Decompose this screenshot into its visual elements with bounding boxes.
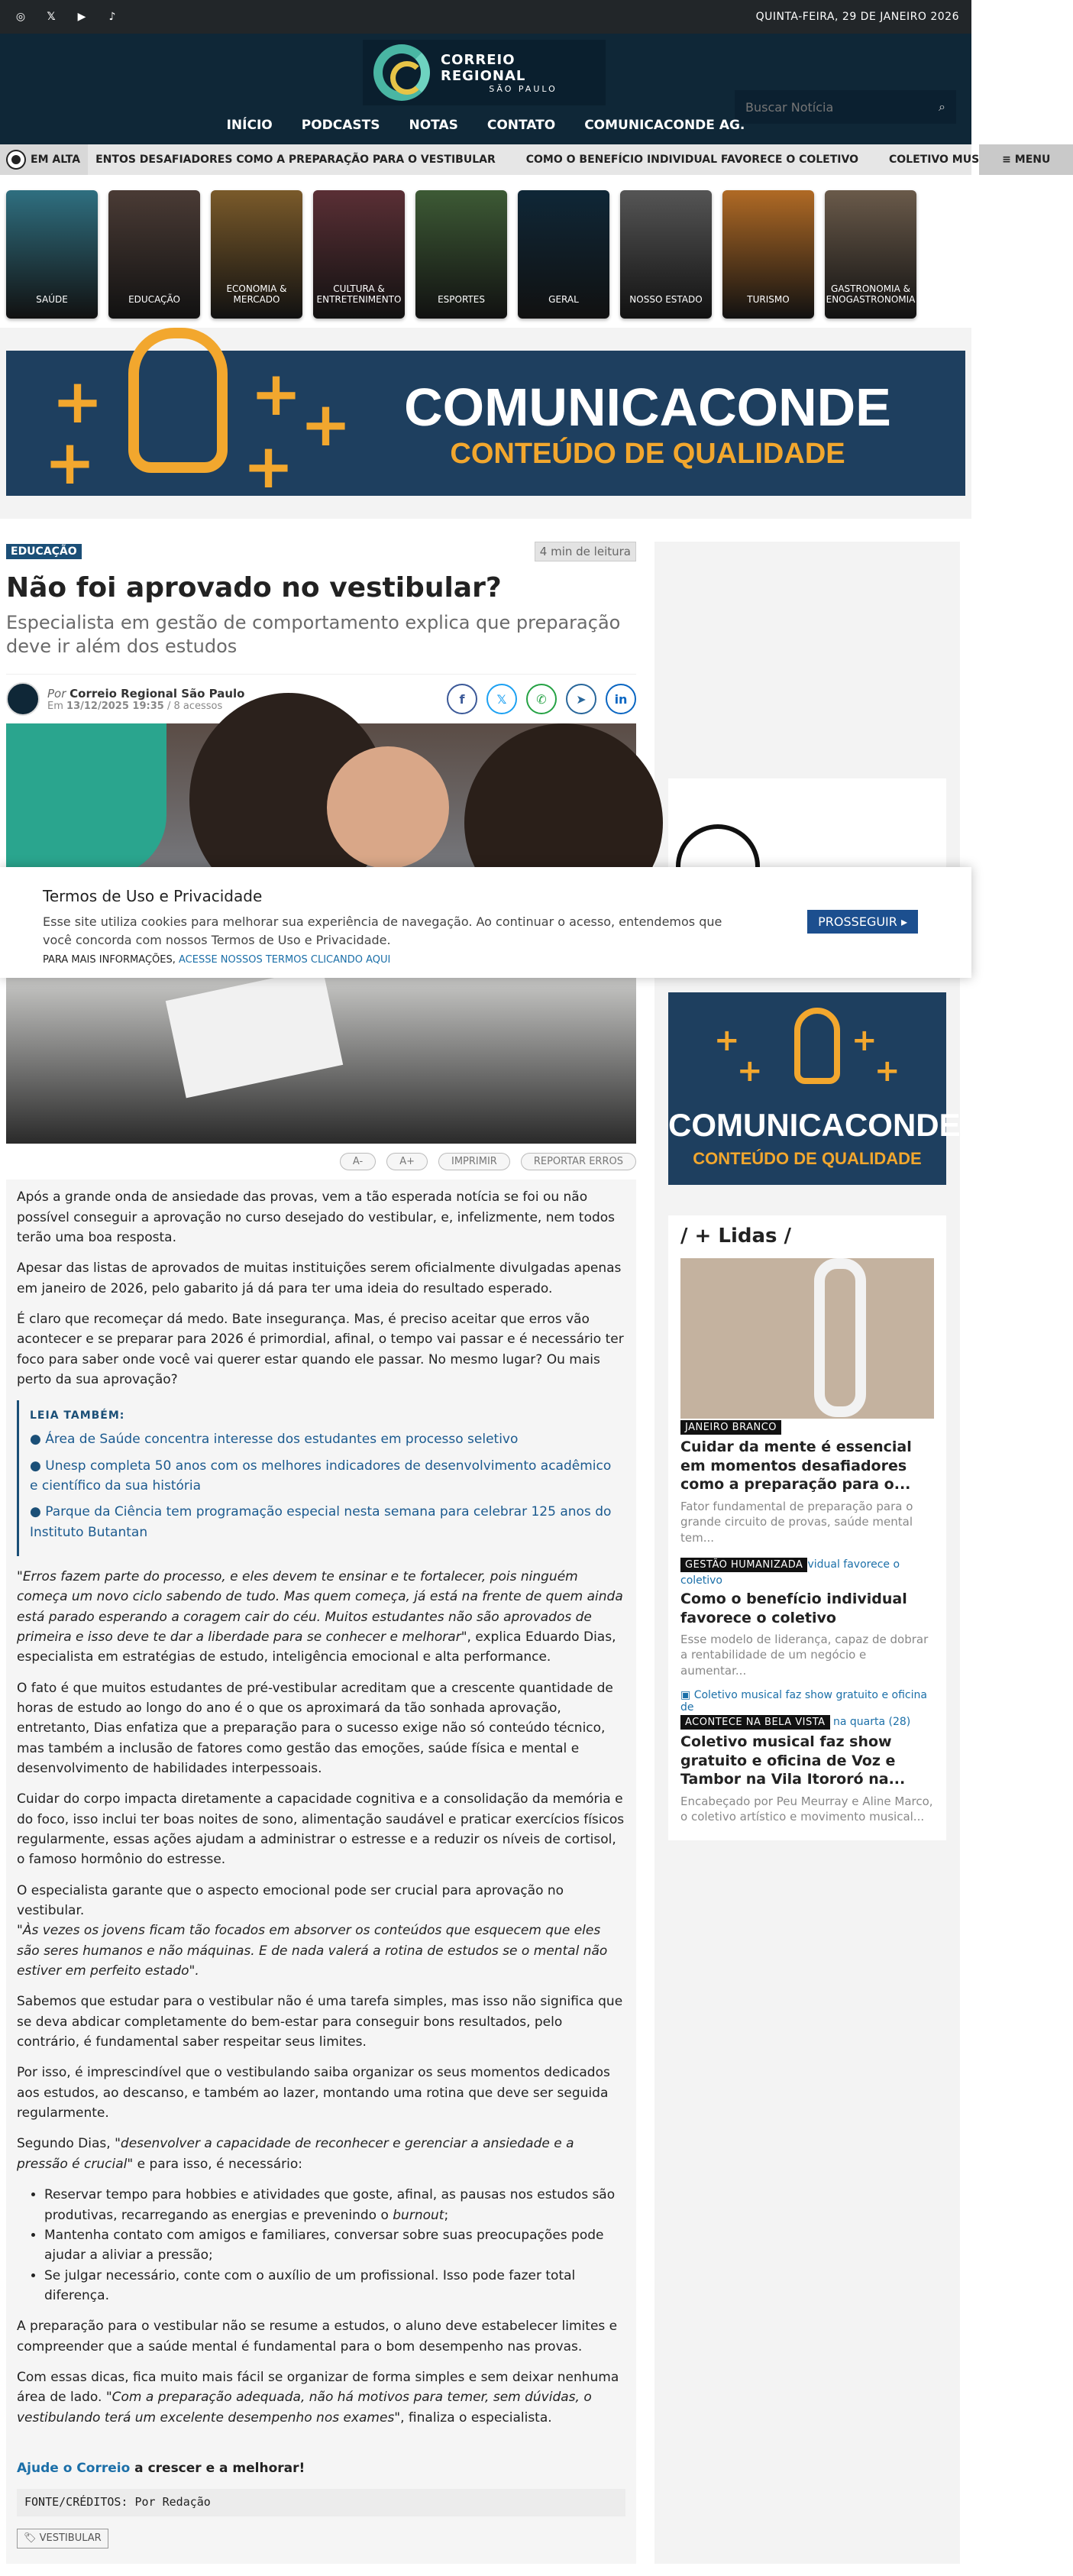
nav-comunicaconde[interactable]: COMUNICACONDE AG.: [584, 118, 745, 133]
plus-icon: +: [300, 389, 352, 460]
plus-icon: +: [243, 431, 295, 502]
article-title: Não foi aprovado no vestibular?: [6, 572, 502, 604]
item-desc: Encabeçado por Peu Meurray e Aline Marco, o coletivo artístico e movimento musical...: [680, 1794, 933, 1824]
logo-line-1: CORREIO REGIONAL: [440, 51, 526, 84]
related-links: [17, 1400, 625, 1555]
share-buttons: [447, 684, 636, 714]
category-card[interactable]: [108, 190, 200, 319]
sidebar-ad-comunicaconde[interactable]: [668, 992, 961, 1185]
banner-subtitle: CONTEÚDO DE QUALIDADE: [450, 437, 845, 470]
paragraph: O fato é que muitos estudantes de pré-vestibular acreditam que a crescente quantidade de horas de estudo ao longo do ano é o que os aproximará da tão sonhada aprovação, entretanto, Dias enfatiza que a preparação para o sucesso exige não só conteúdo técnico, mas também a inclusão de fatores como gestão das emoções, saúde física e mental e desenvolvimento de habilidades interpessoais.: [17, 1680, 613, 1776]
text: burnout: [393, 2207, 444, 2223]
category-card[interactable]: [211, 190, 302, 319]
publish-date: 13/12/2025 19:35: [66, 700, 164, 712]
site-header: [0, 34, 971, 144]
ticker-item[interactable]: COLETIVO MUS: [889, 154, 980, 166]
plus-icon: +: [250, 358, 302, 429]
quote: "Com a preparação adequada, não há motivos para temer, sem dúvidas, o vestibulando terá um excelente desempenho nos exames": [17, 2390, 592, 2426]
broken-image-alt: vidual favorece o coletivo: [680, 1558, 900, 1587]
category-label: CULTURA & ENTRETENIMENTO: [316, 283, 402, 305]
quote: "Às vezes os jovens ficam tão focados em absorver os conteúdos que esquecem que eles são seres humanos e não máquinas. E de nada valerá a rotina de estudos se o mental não estiver em perfeito estado".: [17, 1923, 608, 1979]
terms-link[interactable]: ACESSE NOSSOS TERMOS CLICANDO AQUI: [178, 954, 391, 966]
category-card[interactable]: [722, 190, 814, 319]
proceed-button[interactable]: PROSSEGUIR ▸: [807, 910, 918, 934]
cookie-more: [43, 954, 929, 966]
sidebar: [654, 542, 960, 2564]
item-title: Cuidar da mente é essencial em momentos desafiadores como a preparação para o...: [680, 1438, 912, 1493]
print-button[interactable]: IMPRIMIR: [438, 1153, 510, 1170]
trending-label: [0, 144, 88, 175]
paragraph: Cuidar do corpo impacta diretamente a capacidade cognitiva e a consolidação da memória e do foco, isso inclui ter boas noites de sono, alimentação saudável e praticar exercícios físicos regularmente, essas ações ajudam a administrar o estresse e a reduzir os níveis de cortisol, o famoso hormônio do estresse.: [17, 1791, 625, 1868]
text: a crescer e a melhorar!: [130, 2460, 305, 2476]
category-label: EDUCAÇÃO: [128, 294, 180, 305]
search-input[interactable]: [745, 100, 939, 115]
font-increase-button[interactable]: A+: [386, 1153, 428, 1170]
date-prefix: Em: [47, 700, 63, 712]
tiktok-icon[interactable]: ♪: [108, 11, 116, 23]
record-icon: [8, 151, 24, 168]
category-card[interactable]: [415, 190, 507, 319]
text: Reservar tempo para hobbies e atividades que goste, afinal, as pausas nos estudos são produtivas, recarregando as energias e prevenindo o: [44, 2187, 616, 2223]
related-link[interactable]: ● Unesp completa 50 anos com os melhores indicadores de desenvolvimento acadêmico e científico da sua história: [30, 1456, 615, 1497]
banner-area: [0, 328, 971, 519]
plus-icon: +: [852, 1023, 877, 1058]
category-carousel: [0, 175, 971, 328]
most-read-item[interactable]: [680, 1258, 934, 1545]
trending-ticker: [0, 144, 1051, 175]
paragraph: Apesar das listas de aprovados de muitas instituições serem oficialmente divulgadas apenas em janeiro de 2026, pelo gabarito já dá para ter uma ideia do resultado esperado.: [17, 1260, 622, 1296]
paragraph: [17, 1881, 625, 1982]
broken-image-alt: ▣ Coletivo musical faz show gratuito e oficina de: [680, 1688, 927, 1714]
quote-attribution: , explica Eduardo Dias, especialista em estratégias de estudo, inteligência emocional e alta performance.: [17, 1629, 616, 1665]
category-tag[interactable]: EDUCAÇÃO: [6, 544, 82, 559]
paragraph: É claro que recomeçar dá medo. Bate insegurança. Mas, é preciso aceitar que erros vão acontecer e se preparar para 2026 é primordial, afinal, o tempo vai passar e é necessário ter foco para saber onde você vai querer estar quando ele passar. No mesmo lugar? Ou mais perto da sua aprovação?: [17, 1312, 624, 1388]
category-label: GERAL: [548, 294, 579, 305]
ad-title: COMUNICACONDE: [668, 1107, 961, 1143]
most-read: [668, 1215, 946, 1840]
item-tag: GESTÃO HUMANIZADA: [680, 1558, 807, 1572]
comunicaconde-banner[interactable]: [6, 351, 965, 502]
nav-podcasts[interactable]: PODCASTS: [301, 118, 380, 133]
category-card[interactable]: [518, 190, 609, 319]
category-card[interactable]: [6, 190, 98, 319]
tips-list: [17, 2185, 625, 2306]
plus-icon: +: [737, 1053, 763, 1089]
read-time: 4 min de leitura: [535, 542, 636, 561]
paragraph: Após a grande onda de ansiedade das provas, vem a tão esperada notícia se foi ou não possível conseguir a aprovação no curso desejado do vestibular, e, infelizmente, nem todos terão uma boa resposta.: [17, 1189, 616, 1246]
category-label: SAÚDE: [36, 294, 68, 305]
x-share-icon[interactable]: 𝕏: [486, 684, 517, 714]
social-links: [12, 8, 121, 25]
linkedin-share-icon[interactable]: in: [606, 684, 636, 714]
youtube-icon[interactable]: ▶: [77, 11, 86, 23]
telegram-share-icon[interactable]: ➤: [566, 684, 596, 714]
current-date: QUINTA-FEIRA, 29 DE JANEIRO 2026: [755, 11, 959, 23]
nav-contato[interactable]: CONTATO: [486, 118, 556, 133]
site-logo[interactable]: [363, 40, 606, 105]
cookie-banner: [0, 867, 971, 978]
trending-label-text: EM ALTA: [31, 154, 81, 166]
category-card[interactable]: [313, 190, 405, 319]
category-label: ESPORTES: [438, 294, 485, 305]
tag-chip[interactable]: 🏷 VESTIBULAR: [17, 2529, 108, 2548]
top-bar: [0, 0, 971, 34]
view-count: / 8 acessos: [166, 700, 223, 712]
related-link[interactable]: ● Parque da Ciência tem programação especial nesta semana para celebrar 125 anos do Instituto Butantan: [30, 1502, 615, 1542]
quote: "Erros fazem parte do processo, e eles devem te ensinar e te fortalecer, pois ninguém começa um novo ciclo sabendo de tudo. Mas quem começa, já está na frente de quem ainda está parado esperando a coragem cair do céu. Muitos estudantes não são aprovados de primeira e isso deve te dar a liberdade para se conhecer e melhorar": [17, 1568, 623, 1645]
avatar: [6, 682, 40, 716]
category-label: GASTRONOMIA & ENOGASTRONOMIA: [826, 283, 916, 305]
cookie-text: Esse site utiliza cookies para melhorar sua experiência de navegação. Ao continuar o acesso, entendemos que você concorda com nossos Termos de Uso e Privacidade.: [43, 914, 722, 947]
category-card[interactable]: [620, 190, 712, 319]
content-area: [0, 519, 971, 2564]
article-body: [6, 1180, 636, 2563]
plus-icon: +: [874, 1053, 900, 1089]
plus-icon: +: [44, 427, 96, 498]
text: " e para isso, é necessário:: [127, 2156, 302, 2172]
ticker-items: [88, 154, 979, 166]
report-error-button[interactable]: REPORTAR ERROS: [521, 1153, 636, 1170]
logo-mark: [373, 44, 430, 101]
list-item: • Reservar tempo para hobbies e atividades que goste, afinal, as pausas nos estudos são produtivas, recarregando as energias e prevenindo o burnout;: [44, 2185, 625, 2225]
plus-icon: +: [714, 1023, 740, 1058]
author-name[interactable]: Correio Regional São Paulo: [69, 686, 245, 701]
list-item: • Mantenha contato com amigos e familiares, conversar sobre suas preocupações pode ajudar a aliviar a pressão;: [44, 2225, 625, 2266]
item-tag: JANEIRO BRANCO: [680, 1420, 781, 1435]
cookie-title: Termos de Uso e Privacidade: [43, 887, 263, 905]
category-label: ECONOMIA & MERCADO: [226, 283, 287, 305]
article-subtitle: Especialista em gestão de comportamento explica que preparação deve ir além dos estudos: [6, 612, 621, 658]
text: Segundo Dias, ": [17, 2136, 121, 2152]
x-icon[interactable]: 𝕏: [47, 11, 56, 23]
category-label: NOSSO ESTADO: [629, 294, 703, 305]
text: PARA MAIS INFORMAÇÕES,: [43, 954, 179, 966]
instagram-icon[interactable]: ◎: [15, 11, 26, 23]
list-item: • Se julgar necessário, conte com o auxílio de um profissional. Isso pode fazer total diferença.: [44, 2266, 625, 2306]
logo-line-2: SÃO PAULO: [489, 83, 558, 94]
category-label: TURISMO: [747, 294, 790, 305]
text: O especialista garante que o aspecto emocional pode ser crucial para aprovação no vestibular.: [17, 1882, 564, 1919]
image-alt-text: Coletivo musical faz show gratuito e oficina de: [680, 1688, 927, 1714]
quote: desenvolver a capacidade de reconhecer e gerenciar a ansiedade e a pressão é crucial: [17, 2136, 574, 2172]
item-title: Coletivo musical faz show gratuito e oficina de Voz e Tambor na Vila Itororó na...: [680, 1733, 906, 1788]
article: [6, 542, 636, 2564]
image-alt-text: na quarta (28): [829, 1715, 911, 1728]
main-nav: [0, 118, 971, 133]
support-cta: [17, 2458, 625, 2478]
most-read-item[interactable]: [680, 1689, 934, 1825]
most-read-item[interactable]: [680, 1556, 934, 1678]
nav-inicio[interactable]: INÍCIO: [226, 118, 273, 133]
related-title: LEIA TAMBÉM:: [30, 1409, 125, 1422]
ribbon-image: [680, 1258, 934, 1419]
banner-title: COMUNICACONDE: [404, 377, 891, 437]
by-prefix: Por: [47, 686, 66, 701]
whatsapp-share-icon[interactable]: ✆: [526, 684, 557, 714]
paragraph: Por isso, é imprescindível que o vestibulando saiba organizar os seus momentos dedicados aos estudos, ao descanso, e também ao lazer, montando uma rotina que deve ser seguida regularmente.: [17, 2065, 610, 2121]
paragraph: [17, 2134, 625, 2174]
paragraph: Sabemos que estudar para o vestibular não é uma tarefa simples, mas isso não significa que se deva abdicar completamente do bem-estar para conseguir bons resultados, pelo contrário, é fundamental saber respeitar seus limites.: [17, 1994, 623, 2050]
most-read-title: / + Lidas /: [680, 1225, 792, 1248]
credits: FONTE/CRÉDITOS: Por Redação: [17, 2489, 625, 2516]
search-icon[interactable]: ⌕: [939, 99, 945, 114]
font-decrease-button[interactable]: A-: [340, 1153, 376, 1170]
lightbulb-icon: [128, 328, 228, 473]
ticker-item[interactable]: COMO O BENEFÍCIO INDIVIDUAL FAVORECE O COLETIVO: [525, 154, 858, 166]
paragraph: [17, 1567, 625, 1668]
paragraph: [17, 2367, 625, 2428]
article-toolbar: [6, 1153, 636, 1170]
text: Com essas dicas, fica muito mais fácil se organizar de forma simples e sem deixar nenhuma área de lado.: [17, 2369, 619, 2406]
category-card[interactable]: [825, 190, 916, 319]
item-title: Como o benefício individual favorece o coletivo: [680, 1590, 907, 1626]
lightbulb-icon: [794, 1008, 840, 1084]
nav-notas[interactable]: NOTAS: [409, 118, 458, 133]
ticker-item[interactable]: ENTOS DESAFIADORES COMO A PREPARAÇÃO PARA O VESTIBULAR: [95, 154, 496, 166]
support-link[interactable]: Ajude o Correio: [17, 2460, 131, 2476]
text: , finaliza o especialista.: [400, 2409, 552, 2426]
menu-button[interactable]: ≡ MENU: [979, 144, 1073, 175]
item-desc: Esse modelo de liderança, capaz de dobrar a rentabilidade de um negócio e aumentar...: [680, 1633, 929, 1678]
facebook-share-icon[interactable]: f: [447, 684, 477, 714]
item-desc: Fator fundamental de preparação para o grande circuito de provas, saúde mental tem...: [680, 1500, 913, 1545]
related-link[interactable]: ● Área de Saúde concentra interesse dos estudantes em processo seletivo: [30, 1429, 615, 1449]
item-tag: ACONTECE NA BELA VISTA: [680, 1715, 830, 1730]
paragraph: A preparação para o vestibular não se resume a estudos, o aluno deve estabelecer limites e compreender que a saúde mental é fundamental para o bom desempenho nas provas.: [17, 2319, 618, 2354]
plus-icon: +: [52, 366, 104, 437]
ad-subtitle: CONTEÚDO DE QUALIDADE: [693, 1149, 922, 1168]
